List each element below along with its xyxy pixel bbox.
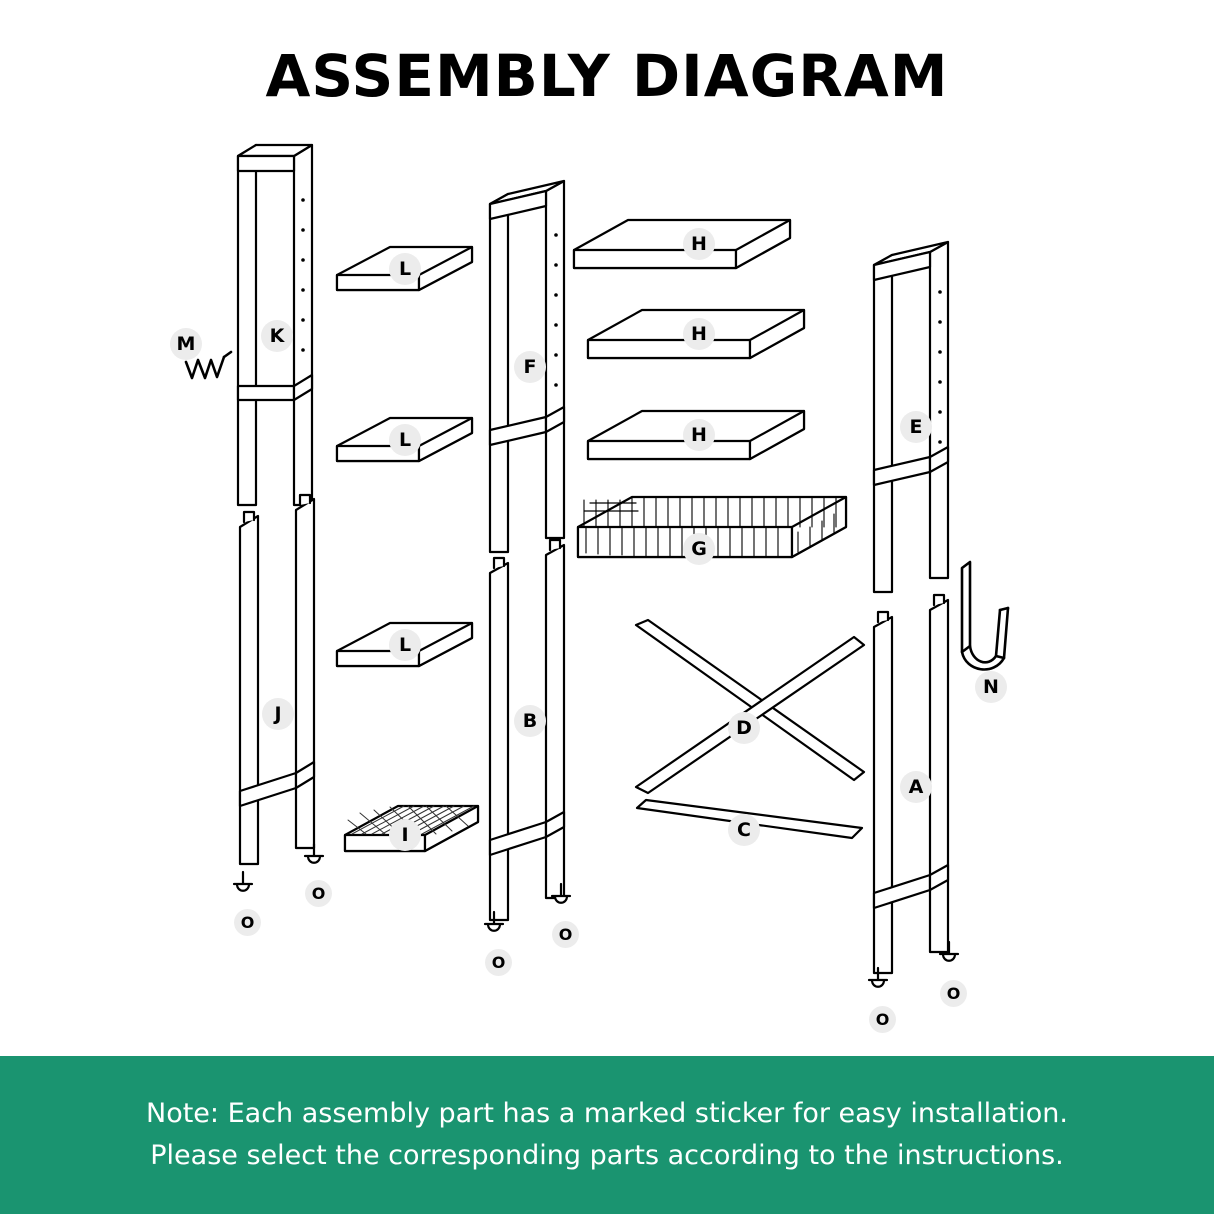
note-line-2: Please select the corresponding parts according to the instructions. — [150, 1140, 1064, 1171]
part-label-O-1: O — [234, 909, 261, 936]
part-label-K: K — [261, 320, 293, 352]
part-O-feet — [234, 844, 958, 987]
part-label-L-middle: L — [389, 424, 421, 456]
part-label-L-top: L — [389, 253, 421, 285]
part-label-J: J — [262, 698, 294, 730]
part-label-D: D — [728, 712, 760, 744]
part-label-O-4: O — [552, 921, 579, 948]
part-label-I: I — [389, 819, 421, 851]
page-title: ASSEMBLY DIAGRAM — [265, 42, 949, 110]
part-label-G: G — [683, 533, 715, 565]
part-label-E: E — [900, 411, 932, 443]
part-J-frame — [240, 495, 314, 864]
part-label-H-lower: H — [683, 419, 715, 451]
note-banner — [0, 1056, 1214, 1214]
part-label-L-bottom: L — [389, 629, 421, 661]
part-label-O-2: O — [305, 880, 332, 907]
part-label-B: B — [514, 705, 546, 737]
part-label-C: C — [728, 814, 760, 846]
part-D-cross-brace — [636, 620, 864, 793]
part-label-M: M — [170, 328, 202, 360]
part-label-H-middle: H — [683, 318, 715, 350]
part-label-O-6: O — [940, 980, 967, 1007]
part-N-hook — [962, 562, 1008, 669]
part-label-O-5: O — [869, 1006, 896, 1033]
part-label-O-3: O — [485, 949, 512, 976]
part-label-H-top: H — [683, 228, 715, 260]
part-label-F: F — [514, 351, 546, 383]
note-line-1: Note: Each assembly part has a marked sticker for easy installation. — [146, 1097, 1068, 1129]
part-label-A: A — [900, 771, 932, 803]
part-label-N: N — [975, 671, 1007, 703]
part-H-shelf-top — [574, 220, 790, 268]
